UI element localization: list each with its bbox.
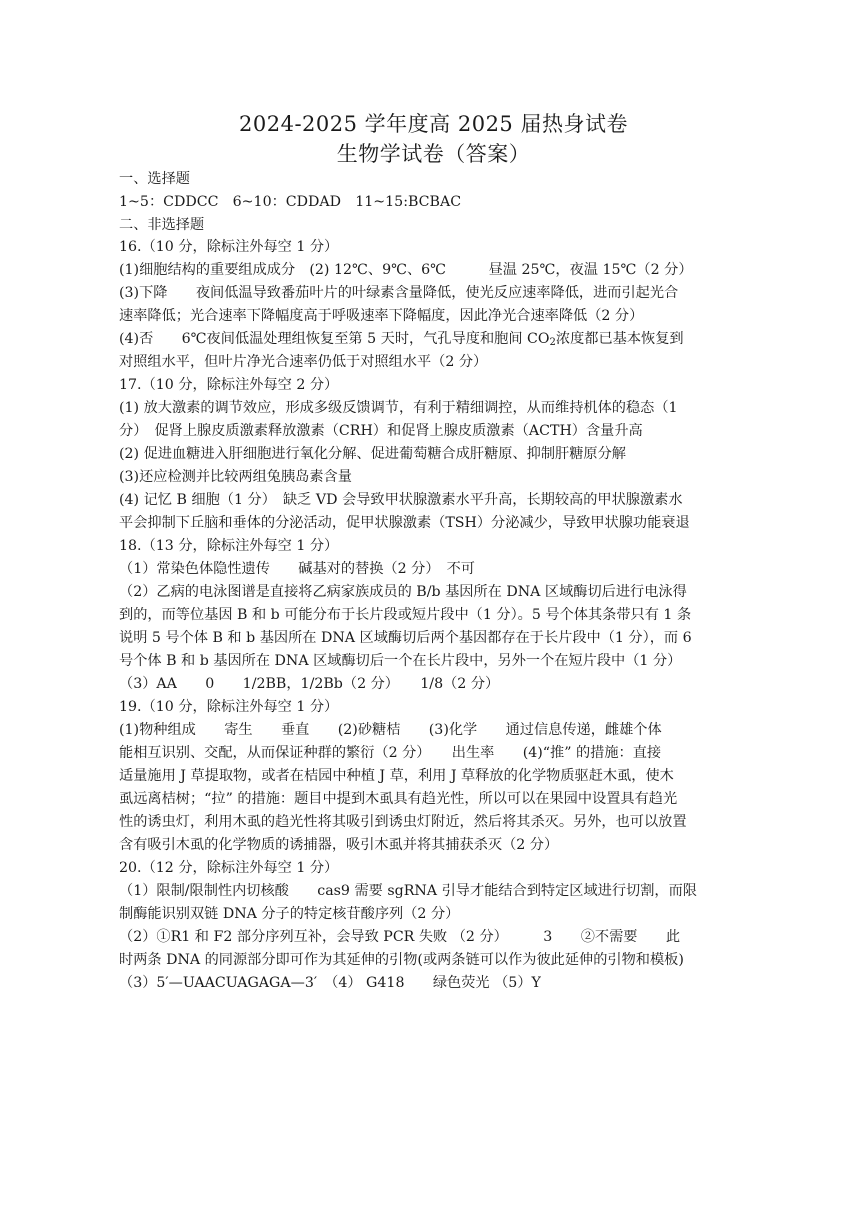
q19-heading: 19.（10 分，除标注外每空 1 分） xyxy=(119,699,339,715)
q19-line: 虱远离桔树；“拉” 的措施：题目中提到木虱具有趋光性，所以可以在果园中设置具有趋光 xyxy=(119,791,678,807)
exam-subtitle: 生物学试卷（答案） xyxy=(336,142,531,166)
q20-line: （2）①R1 和 F2 部分序列互补，会导致 PCR 失败 （2 分） 3 ②不需要 此 xyxy=(119,929,681,945)
q17-line: 分） 促肾上腺皮质激素释放激素（CRH）和促肾上腺皮质激素（ACTH）含量升高 xyxy=(119,423,643,439)
q17-line: (1) 放大激素的调节效应，形成多级反馈调节，有利于精细调控，从而维持机体的稳态（1 xyxy=(119,400,678,416)
q20-line: 制酶能识别双链 DNA 分子的特定核苷酸序列（2 分） xyxy=(119,906,460,922)
q20-line: （3）5′—UAACUAGAGA—3′ （4） G418 绿色荧光 （5）Y xyxy=(119,975,541,991)
q16-line4-tail: 浓度都已基本恢复到 xyxy=(555,331,684,347)
q17-line: 平会抑制下丘脑和垂体的分泌活动，促甲状腺激素（TSH）分泌减少，导致甲状腺功能衰退 xyxy=(119,515,690,531)
choice-section-heading: 一、选择题 xyxy=(119,171,190,187)
q17-line: (2) 促进血糖进入肝细胞进行氧化分解、促进葡萄糖合成肝糖原、抑制肝糖原分解 xyxy=(119,446,626,462)
co2-subscript: 2 xyxy=(549,337,556,348)
q18-line: 说明 5 号个体 B 和 b 基因所在 DNA 区域酶切后两个基因都存在于长片段中（1 分），而 6 xyxy=(119,630,692,646)
q20-line: （1）限制/限制性内切核酸 cas9 需要 sgRNA 引导才能结合到特定区域进行切割，而限 xyxy=(119,883,697,899)
choice-answers: 1~5：CDDCC 6~10：CDDAD 11~15:BCBAC xyxy=(119,194,462,210)
q18-heading: 18.（13 分，除标注外每空 1 分） xyxy=(119,538,339,554)
q18-line: （3）AA 0 1/2BB，1/2Bb（2 分） 1/8（2 分） xyxy=(119,676,500,692)
q16-line: (3)下降 夜间低温导致番茄叶片的叶绿素含量降低，使光反应速率降低，进而引起光合 xyxy=(119,285,679,301)
q16-line: (1)细胞结构的重要组成成分 (2) 12℃、9℃、6℃ 昼温 25℃，夜温 15℃（2 分） xyxy=(119,262,693,278)
q18-line: （2）乙病的电泳图谱是直接将乙病家族成员的 B/b 基因所在 DNA 区域酶切后进行电泳得 xyxy=(119,584,687,600)
q18-line: 到的，而等位基因 B 和 b 可能分布于长片段或短片段中（1 分）。5 号个体其条带只有 1 条 xyxy=(119,607,692,623)
q19-line: 性的诱虫灯，利用木虱的趋光性将其吸引到诱虫灯附近，然后将其杀灭。另外，也可以放置 xyxy=(119,814,687,830)
q16-line: 对照组水平，但叶片净光合速率仍低于对照组水平（2 分） xyxy=(119,354,488,370)
q20-line: 时两条 DNA 的同源部分即可作为其延伸的引物(或两条链可以作为彼此延伸的引物和模板) xyxy=(119,952,684,968)
q18-line: 号个体 B 和 b 基因所在 DNA 区域酶切后一个在长片段中，另外一个在短片段中（1 分） xyxy=(119,653,682,669)
nonchoice-section-heading: 二、非选择题 xyxy=(119,217,205,233)
q16-line: 速率降低；光合速率下降幅度高于呼吸速率下降幅度，因此净光合速率降低（2 分） xyxy=(119,308,644,324)
q17-heading: 17.（10 分，除标注外每空 2 分） xyxy=(119,377,339,393)
q19-line: 适量施用 J 草提取物，或者在桔园中种植 J 草，利用 J 草释放的化学物质驱赶木虱，使木 xyxy=(119,768,674,784)
q16-heading: 16.（10 分，除标注外每空 1 分） xyxy=(119,239,339,255)
q16-line4-text: (4)否 6℃夜间低温处理组恢复至第 5 天时，气孔导度和胞间 CO xyxy=(119,331,550,347)
q19-line: 能相互识别、交配，从而保证种群的繁衍（2 分） 出生率 (4)“推” 的措施：直接 xyxy=(119,745,662,761)
q17-line: (3)还应检测并比较两组兔胰岛素含量 xyxy=(119,469,352,485)
q19-line: (1)物种组成 寄生 垂直 (2)砂糖桔 (3)化学 通过信息传递，雌雄个体 xyxy=(119,722,662,738)
q18-line: （1）常染色体隐性遗传 碱基对的替换（2 分） 不可 xyxy=(119,561,475,577)
exam-title: 2024-2025 学年度高 2025 届热身试卷 xyxy=(239,112,628,136)
q17-line: (4) 记忆 B 细胞（1 分） 缺乏 VD 会导致甲状腺激素水平升高，长期较高的甲状腺激素水 xyxy=(119,492,683,508)
q19-line: 含有吸引木虱的化学物质的诱捕器，吸引木虱并将其捕获杀灭（2 分） xyxy=(119,837,559,853)
q20-heading: 20.（12 分，除标注外每空 1 分） xyxy=(119,860,339,876)
